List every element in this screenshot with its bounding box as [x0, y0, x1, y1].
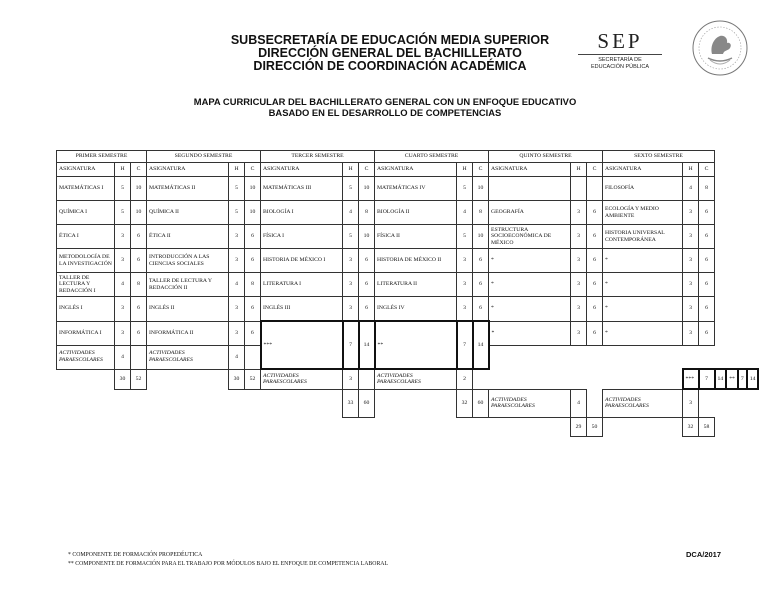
document-title [150, 96, 620, 118]
credits-cell: 6 [587, 249, 603, 273]
hours-cell: 7 [343, 321, 359, 369]
semester-header: SEXTO SEMESTRE [603, 151, 715, 163]
hours-cell: 4 [229, 273, 245, 297]
title-line-1: MAPA CURRICULAR DEL BACHILLERATO GENERAL CON UN ENFOQUE EDUCATIVO [193, 96, 577, 107]
credits-cell: 10 [245, 177, 261, 201]
subject-cell: MATEMÁTICAS III [261, 177, 343, 201]
credits-cell: 14 [359, 321, 375, 369]
credits-cell: 6 [699, 225, 715, 249]
total-hours: 30 [115, 369, 131, 389]
subject-cell: ** [726, 369, 738, 389]
subject-cell: INGLÉS IV [375, 297, 457, 322]
hours-cell: 3 [229, 249, 245, 273]
hours-cell: 3 [115, 321, 131, 345]
hours-cell: 3 [571, 249, 587, 273]
credits-cell: 10 [473, 177, 489, 201]
hours-cell: 3 [343, 249, 359, 273]
subject-cell: ÉTICA II [147, 225, 229, 249]
col-header-h: H [457, 163, 473, 177]
hours-cell: 3 [457, 249, 473, 273]
subject-cell: METODOLOGÍA DE LA INVESTIGACIÓN [57, 249, 115, 273]
hours-cell: 3 [571, 321, 587, 345]
semester-header: TERCER SEMESTRE [261, 151, 375, 163]
hours-cell: 3 [683, 321, 699, 345]
subject-cell: QUÍMICA II [147, 201, 229, 225]
hours-cell: 5 [115, 201, 131, 225]
hours-cell: 3 [115, 297, 131, 322]
credits-cell: 6 [699, 297, 715, 322]
credits-cell: 6 [131, 297, 147, 322]
hours-cell: 3 [229, 297, 245, 322]
credits-cell: 6 [245, 297, 261, 322]
paraescolares-hours: 2 [457, 369, 473, 389]
subject-cell: * [603, 273, 683, 297]
credits-cell: 6 [699, 273, 715, 297]
subject-cell: INFORMÁTICA I [57, 321, 115, 345]
credits-cell: 6 [587, 201, 603, 225]
subject-cell: TALLER DE LECTURA Y REDACCIÓN II [147, 273, 229, 297]
subject-cell: MATEMÁTICAS IV [375, 177, 457, 201]
semester-header: PRIMER SEMESTRE [57, 151, 147, 163]
semester-header: SEGUNDO SEMESTRE [147, 151, 261, 163]
hours-cell: 3 [115, 249, 131, 273]
subject-cell: * [489, 321, 571, 345]
paraescolares-hours: 4 [115, 345, 131, 369]
header-line-2: DIRECCIÓN GENERAL DEL BACHILLERATO [258, 46, 522, 60]
credits-cell: 10 [245, 201, 261, 225]
credits-cell: 8 [473, 201, 489, 225]
credits-cell: 6 [245, 321, 261, 345]
col-header-h: H [229, 163, 245, 177]
subject-cell: MATEMÁTICAS II [147, 177, 229, 201]
semester-header: CUARTO SEMESTRE [375, 151, 489, 163]
total-hours: 30 [229, 369, 245, 389]
header-titles [200, 34, 580, 73]
curriculum-table [56, 150, 759, 437]
credits-cell: 6 [359, 297, 375, 322]
col-header-c: C [131, 163, 147, 177]
subject-cell: INTRODUCCIÓN A LAS CIENCIAS SOCIALES [147, 249, 229, 273]
hours-cell [571, 177, 587, 201]
col-header-h: H [571, 163, 587, 177]
hours-cell: 5 [457, 225, 473, 249]
subject-cell: *** [261, 321, 343, 369]
subject-cell: HISTORIA DE MÉXICO I [261, 249, 343, 273]
hours-cell: 7 [699, 369, 715, 389]
hours-cell: 3 [343, 273, 359, 297]
footnote-1: * COMPONENTE DE FORMACIÓN PROPEDÉUTICA [68, 552, 203, 558]
subject-cell: FILOSOFÍA [603, 177, 683, 201]
paraescolares-hours: 4 [229, 345, 245, 369]
credits-cell: 6 [473, 297, 489, 322]
total-credits: 52 [131, 369, 147, 389]
hours-cell: 4 [683, 177, 699, 201]
hours-cell: 4 [115, 273, 131, 297]
subject-cell: * [603, 249, 683, 273]
total-hours: 32 [457, 389, 473, 418]
sep-logo-text: SEP [597, 29, 643, 53]
subject-cell [489, 177, 571, 201]
paraescolares-cell: ACTIVIDADES PARAESCOLARES [375, 369, 457, 389]
subject-cell: QUÍMICA I [57, 201, 115, 225]
subject-cell: GEOGRAFÍA [489, 201, 571, 225]
subject-cell: FÍSICA II [375, 225, 457, 249]
credits-cell: 10 [131, 201, 147, 225]
subject-cell: BIOLOGÍA II [375, 201, 457, 225]
hours-cell: 3 [457, 273, 473, 297]
hours-cell: 4 [457, 201, 473, 225]
subject-cell: * [489, 297, 571, 322]
credits-cell: 6 [359, 273, 375, 297]
hours-cell: 3 [571, 297, 587, 322]
subject-cell: * [489, 249, 571, 273]
col-header-c: C [245, 163, 261, 177]
total-credits: 60 [473, 389, 489, 418]
col-header-h: H [343, 163, 359, 177]
total-hours: 29 [571, 418, 587, 437]
col-header-asignatura: ASIGNATURA [261, 163, 343, 177]
hours-cell: 3 [571, 201, 587, 225]
paraescolares-hours: 3 [343, 369, 359, 389]
hours-cell: 5 [115, 177, 131, 201]
total-hours: 32 [683, 418, 699, 437]
subject-cell: TALLER DE LECTURA Y REDACCIÓN I [57, 273, 115, 297]
col-header-c: C [473, 163, 489, 177]
col-header-asignatura: ASIGNATURA [489, 163, 571, 177]
footnote-2: ** COMPONENTE DE FORMACIÓN PARA EL TRABAJO POR MÓDULOS BAJO EL ENFOQUE DE COMPETENCIA LABORAL [68, 561, 389, 567]
subject-cell: FÍSICA I [261, 225, 343, 249]
subject-cell: INGLÉS I [57, 297, 115, 322]
subject-cell: INGLÉS III [261, 297, 343, 322]
credits-cell: 14 [715, 369, 727, 389]
hours-cell: 7 [738, 369, 747, 389]
credits-cell: 6 [359, 249, 375, 273]
credits-cell: 6 [699, 201, 715, 225]
credits-cell: 8 [131, 273, 147, 297]
hours-cell: 3 [343, 297, 359, 322]
credits-cell: 14 [473, 321, 489, 369]
subject-cell: BIOLOGÍA I [261, 201, 343, 225]
subject-cell: *** [683, 369, 699, 389]
col-header-asignatura: ASIGNATURA [603, 163, 683, 177]
total-credits: 50 [587, 418, 603, 437]
subject-cell: INGLÉS II [147, 297, 229, 322]
paraescolares-cell: ACTIVIDADES PARAESCOLARES [261, 369, 343, 389]
hours-cell: 5 [229, 201, 245, 225]
subject-cell: ** [375, 321, 457, 369]
col-header-h: H [683, 163, 699, 177]
paraescolares-hours: 4 [571, 389, 587, 418]
hours-cell: 3 [457, 297, 473, 322]
credits-cell: 6 [587, 321, 603, 345]
paraescolares-hours: 3 [683, 389, 699, 418]
total-credits: 58 [699, 418, 715, 437]
credits-cell: 6 [587, 297, 603, 322]
hours-cell: 3 [229, 321, 245, 345]
col-header-asignatura: ASIGNATURA [147, 163, 229, 177]
credits-cell: 10 [131, 177, 147, 201]
hours-cell: 3 [683, 249, 699, 273]
subject-cell: MATEMÁTICAS I [57, 177, 115, 201]
subject-cell: ESTRUCTURA SOCIOECONÓMICA DE MÉXICO [489, 225, 571, 249]
sep-logo-rule [578, 54, 662, 55]
subject-cell: INFORMÁTICA II [147, 321, 229, 345]
credits-cell: 6 [699, 321, 715, 345]
paraescolares-cell: ACTIVIDADES PARAESCOLARES [489, 389, 571, 418]
subject-cell: * [603, 321, 683, 345]
paraescolares-cell: ACTIVIDADES PARAESCOLARES [57, 345, 115, 369]
credits-cell: 6 [473, 273, 489, 297]
credits-cell: 6 [587, 225, 603, 249]
hours-cell: 7 [457, 321, 473, 369]
hours-cell: 3 [229, 225, 245, 249]
hours-cell: 5 [457, 177, 473, 201]
national-seal-icon [690, 18, 750, 78]
total-credits: 52 [245, 369, 261, 389]
semester-header: QUINTO SEMESTRE [489, 151, 603, 163]
credits-cell [587, 177, 603, 201]
subject-cell: * [603, 297, 683, 322]
subject-cell: ÉTICA I [57, 225, 115, 249]
paraescolares-cell: ACTIVIDADES PARAESCOLARES [147, 345, 229, 369]
hours-cell: 3 [571, 273, 587, 297]
subject-cell: * [489, 273, 571, 297]
credits-cell: 8 [245, 273, 261, 297]
hours-cell: 4 [343, 201, 359, 225]
credits-cell: 6 [473, 249, 489, 273]
credits-cell: 8 [699, 177, 715, 201]
credits-cell: 6 [245, 249, 261, 273]
hours-cell: 3 [683, 273, 699, 297]
col-header-asignatura: ASIGNATURA [375, 163, 457, 177]
credits-cell: 10 [359, 177, 375, 201]
total-credits: 60 [359, 389, 375, 418]
credits-cell: 6 [587, 273, 603, 297]
col-header-c: C [699, 163, 715, 177]
credits-cell: 6 [131, 225, 147, 249]
subject-cell: ECOLOGÍA Y MEDIO AMBIENTE [603, 201, 683, 225]
subject-cell: HISTORIA UNIVERSAL CONTEMPORÁNEA [603, 225, 683, 249]
hours-cell: 3 [683, 297, 699, 322]
header-line-1: SUBSECRETARÍA DE EDUCACIÓN MEDIA SUPERIOR [230, 33, 550, 47]
credits-cell: 10 [473, 225, 489, 249]
hours-cell: 3 [683, 225, 699, 249]
col-header-c: C [359, 163, 375, 177]
hours-cell: 3 [571, 225, 587, 249]
credits-cell: 6 [245, 225, 261, 249]
header-line-3: DIRECCIÓN DE COORDINACIÓN ACADÉMICA [253, 59, 527, 73]
hours-cell: 3 [115, 225, 131, 249]
credits-cell: 8 [359, 201, 375, 225]
sep-sub-1: SECRETARÍA DE [598, 57, 642, 63]
sep-logo [572, 30, 668, 70]
subject-cell: LITERATURA I [261, 273, 343, 297]
credits-cell: 6 [131, 321, 147, 345]
hours-cell: 5 [343, 225, 359, 249]
subject-cell: LITERATURA II [375, 273, 457, 297]
credits-cell: 6 [131, 249, 147, 273]
credits-cell: 14 [747, 369, 759, 389]
total-hours: 33 [343, 389, 359, 418]
col-header-h: H [115, 163, 131, 177]
paraescolares-cell: ACTIVIDADES PARAESCOLARES [603, 389, 683, 418]
sep-sub-2: EDUCACIÓN PÚBLICA [590, 63, 650, 70]
subject-cell: HISTORIA DE MÉXICO II [375, 249, 457, 273]
title-line-2: BASADO EN EL DESARROLLO DE COMPETENCIAS [268, 107, 502, 118]
hours-cell: 3 [683, 201, 699, 225]
credits-cell: 10 [359, 225, 375, 249]
hours-cell: 5 [229, 177, 245, 201]
hours-cell: 5 [343, 177, 359, 201]
col-header-asignatura: ASIGNATURA [57, 163, 115, 177]
document-code: DCA/2017 [686, 550, 722, 559]
credits-cell: 6 [699, 249, 715, 273]
col-header-c: C [587, 163, 603, 177]
